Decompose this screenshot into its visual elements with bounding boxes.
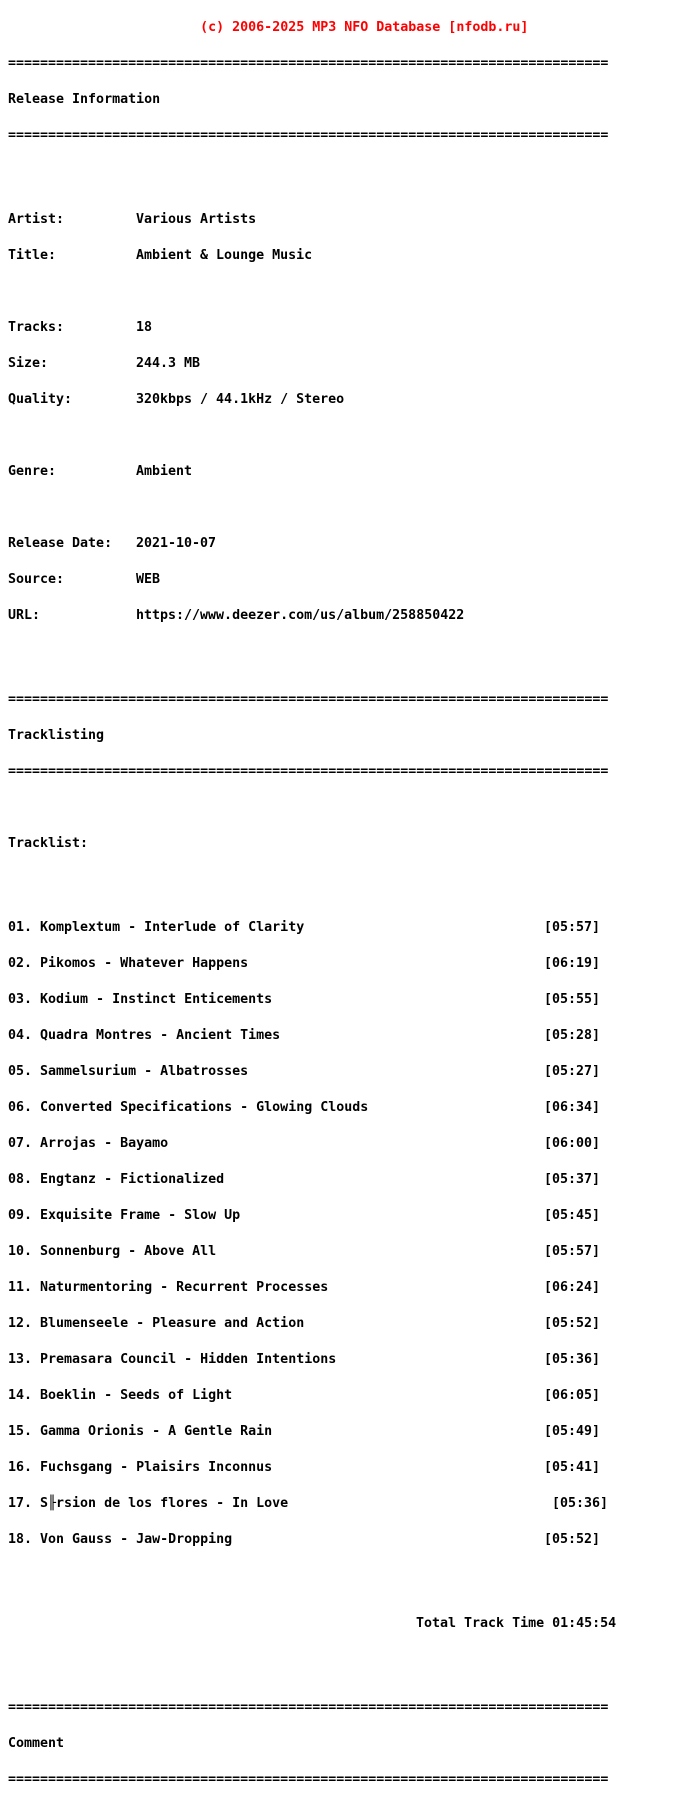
field-value: Various Artists — [136, 212, 257, 227]
track-row — [8, 1390, 620, 1402]
track-title: 07. Arrojas - Bayamo — [8, 1136, 169, 1151]
site-banner: (c) 2006-2025 MP3 NFO Database [nfodb.ru] — [200, 20, 529, 35]
track-row — [8, 1246, 620, 1258]
field-size — [8, 358, 620, 370]
field-release-date — [8, 538, 620, 550]
field-label: Title: — [8, 248, 57, 263]
field-quality — [8, 394, 620, 406]
track-title: 02. Pikomos - Whatever Happens — [8, 956, 249, 971]
track-title: 10. Sonnenburg - Above All — [8, 1244, 217, 1259]
track-row — [8, 958, 620, 970]
total-label: Total Track Time — [416, 1616, 545, 1631]
section-title-release-info: Release Information — [8, 92, 161, 107]
track-time: [05:57] — [544, 1244, 601, 1259]
track-time: [06:19] — [544, 956, 601, 971]
track-row — [8, 1282, 620, 1294]
track-title: 11. Naturmentoring - Recurrent Processes — [8, 1280, 329, 1295]
track-row — [8, 1534, 620, 1546]
total-track-time — [8, 1618, 620, 1630]
blank-line — [8, 502, 620, 514]
rule: =========================================================================== — [8, 1772, 609, 1787]
track-time: [05:49] — [544, 1424, 601, 1439]
track-time: [06:00] — [544, 1136, 601, 1151]
field-label: Quality: — [8, 392, 73, 407]
field-label: URL: — [8, 608, 41, 623]
field-value: Ambient — [136, 464, 193, 479]
track-time: [05:57] — [544, 920, 601, 935]
track-row — [8, 1354, 620, 1366]
track-row — [8, 1138, 620, 1150]
track-title: 01. Komplextum - Interlude of Clarity — [8, 920, 305, 935]
track-row — [8, 1174, 620, 1186]
blank-line — [8, 1582, 620, 1594]
track-title: 05. Sammelsurium - Albatrosses — [8, 1064, 249, 1079]
field-label: Release Date: — [8, 536, 113, 551]
blank-line — [8, 1654, 620, 1666]
field-label: Tracks: — [8, 320, 65, 335]
track-row — [8, 1030, 620, 1042]
field-value: 320kbps / 44.1kHz / Stereo — [136, 392, 345, 407]
track-row — [8, 1498, 620, 1510]
blank-line — [8, 430, 620, 442]
field-artist — [8, 214, 620, 226]
track-row — [8, 922, 620, 934]
track-time: [06:34] — [544, 1100, 601, 1115]
track-title: 12. Blumenseele - Pleasure and Action — [8, 1316, 305, 1331]
track-title: 09. Exquisite Frame - Slow Up — [8, 1208, 241, 1223]
track-title: 14. Boeklin - Seeds of Light — [8, 1388, 233, 1403]
track-row — [8, 1102, 620, 1114]
field-genre — [8, 466, 620, 478]
track-title: 13. Premasara Council - Hidden Intentions — [8, 1352, 337, 1367]
blank-line — [8, 166, 620, 178]
tracklist-label: Tracklist: — [8, 836, 89, 851]
field-value: 244.3 MB — [136, 356, 201, 371]
track-title: 03. Kodium - Instinct Enticements — [8, 992, 273, 1007]
field-label: Source: — [8, 572, 65, 587]
blank-line — [8, 874, 620, 886]
rule: =========================================================================== — [8, 1700, 609, 1715]
rule: =========================================================================== — [8, 764, 609, 779]
release-url: https://www.deezer.com/us/album/258850422 — [136, 608, 465, 623]
field-tracks — [8, 322, 620, 334]
track-title: 17. S╟rsion de los flores - In Love — [8, 1496, 289, 1511]
track-row — [8, 994, 620, 1006]
blank-line — [8, 802, 620, 814]
track-row — [8, 1462, 620, 1474]
track-time: [05:52] — [544, 1532, 601, 1547]
track-title: 18. Von Gauss - Jaw-Dropping — [8, 1532, 233, 1547]
field-value: Ambient & Lounge Music — [136, 248, 313, 263]
track-title: 15. Gamma Orionis - A Gentle Rain — [8, 1424, 273, 1439]
track-time: [05:55] — [544, 992, 601, 1007]
track-row — [8, 1210, 620, 1222]
track-time: [05:52] — [544, 1316, 601, 1331]
field-url — [8, 610, 620, 622]
field-label: Artist: — [8, 212, 65, 227]
field-value: 2021-10-07 — [136, 536, 217, 551]
field-value: WEB — [136, 572, 161, 587]
track-time: [05:45] — [544, 1208, 601, 1223]
rule: =========================================================================== — [8, 692, 609, 707]
blank-line — [8, 286, 620, 298]
track-time: [06:05] — [544, 1388, 601, 1403]
track-title: 08. Engtanz - Fictionalized — [8, 1172, 225, 1187]
track-title: 06. Converted Specifications - Glowing Clouds — [8, 1100, 369, 1115]
track-title: 04. Quadra Montres - Ancient Times — [8, 1028, 281, 1043]
track-time: [05:36] — [552, 1496, 609, 1511]
track-time: [05:28] — [544, 1028, 601, 1043]
track-time: [05:41] — [544, 1460, 601, 1475]
rule: =========================================================================== — [8, 56, 609, 71]
field-value: 18 — [136, 320, 153, 335]
track-time: [05:37] — [544, 1172, 601, 1187]
blank-line — [8, 646, 620, 658]
track-row — [8, 1426, 620, 1438]
track-row — [8, 1066, 620, 1078]
total-value: 01:45:54 — [552, 1616, 617, 1631]
field-label: Size: — [8, 356, 49, 371]
track-time: [06:24] — [544, 1280, 601, 1295]
section-title-tracklisting: Tracklisting — [8, 728, 105, 743]
track-title: 16. Fuchsgang - Plaisirs Inconnus — [8, 1460, 273, 1475]
section-title-comment: Comment — [8, 1736, 65, 1751]
field-source — [8, 574, 620, 586]
track-time: [05:27] — [544, 1064, 601, 1079]
field-label: Genre: — [8, 464, 57, 479]
track-time: [05:36] — [544, 1352, 601, 1367]
nfo-document — [8, 0, 620, 1798]
field-title — [8, 250, 620, 262]
rule: =========================================================================== — [8, 128, 609, 143]
track-row — [8, 1318, 620, 1330]
